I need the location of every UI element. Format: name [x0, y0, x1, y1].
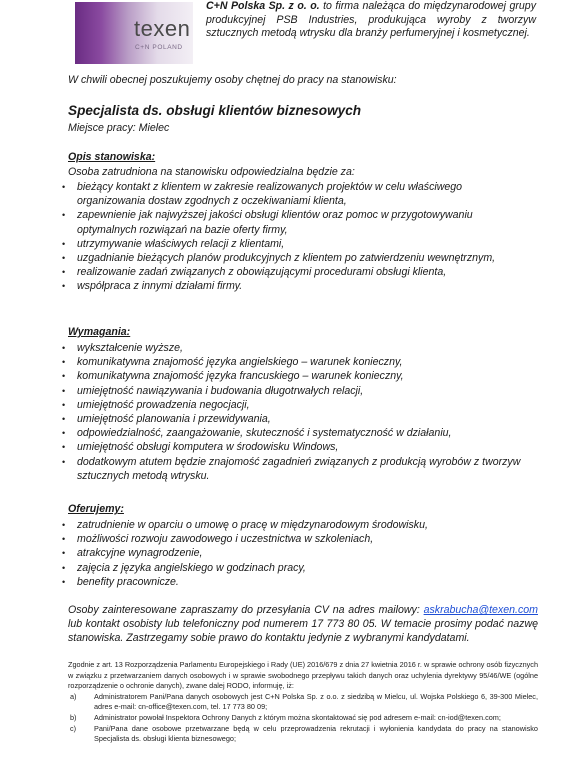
- list-item: • komunikatywna znajomość języka angielskiego – warunek konieczny,: [62, 356, 403, 369]
- closing-paragraph: [68, 603, 538, 646]
- company-name: C+N Polska Sp. z o. o.: [206, 0, 320, 12]
- list-item: • zajęcia z języka angielskiego w godzinach pracy,: [62, 561, 306, 574]
- list-item: • uzgadnianie bieżących planów produkcyjnych z klientem po zatwierdzeniu wewnętrznym,: [62, 252, 496, 265]
- list-item: • utrzymywanie właściwych relacji z klientami,: [62, 237, 285, 250]
- company-intro: [206, 0, 536, 41]
- bullet-icon: •: [62, 343, 66, 353]
- closing-text-start: Osoby zainteresowane zapraszamy do przesyłania CV na adres mailowy:: [68, 604, 424, 616]
- list-item: • komunikatywna znajomość języka francuskiego – warunek konieczny,: [62, 370, 404, 383]
- list-item: • realizowanie zadań związanych z obowiązującymi procedurami obsługi klienta,: [62, 266, 447, 279]
- bullet-icon: •: [62, 238, 66, 249]
- bullet-icon: •: [62, 399, 66, 410]
- bullet-icon: •: [62, 442, 66, 453]
- bullet-icon: •: [62, 534, 66, 545]
- gdpr-item: a) Administratorem Pani/Pana danych osobowych jest C+N Polska Sp. z o.o. z siedzibą w Mielcu, ul. Wojska Polskiego 6, 39-300 Mielec, adres e-mail: cn-office@texen.com, tel. 17 773 80 09;: [70, 691, 538, 712]
- bullet-icon: •: [62, 281, 66, 292]
- lead-sentence: W chwili obecnej poszukujemy osoby chętnej do pracy na stanowisku:: [68, 74, 397, 86]
- list-item: • umiejętność nawiązywania i budowania długotrwałych relacji,: [62, 384, 364, 397]
- gdpr-intro: Zgodnie z art. 13 Rozporządzenia Parlamentu Europejskiego i Rady (UE) 2016/679 z dnia 27 kwietnia 2016 r. w sprawie ochrony osób fizycznych w związku z przetwarzaniem danych osobowych i w sprawie swobodnego przepływu takich danych oraz uchylenia dyrektywy 95/46/WE (ogólne rozporządzenie o ochronie danych), zwane dalej RODO, informuję, iż:: [68, 660, 538, 691]
- list-item: • benefity pracownicze.: [62, 575, 179, 588]
- list-item: • zapewnienie jak najwyższej jakości obsługi klientów oraz pomoc w przygotowywaniu optymalnych rozwiązań na bazie oferty firmy,: [62, 209, 473, 236]
- list-item: • zatrudnienie w oparciu o umowę o pracę w międzynarodowym środowisku,: [62, 519, 428, 531]
- bullet-icon: •: [62, 548, 66, 559]
- list-item: • współpraca z innymi działami firmy.: [62, 280, 243, 293]
- list-item: • wykształcenie wyższe,: [62, 342, 183, 354]
- closing-text-end: lub kontakt osobisty lub telefoniczny pod numerem 17 773 80 05. W temacie prosimy podać nazwę stanowiska. Zastrzegamy sobie prawo do kontaktu jedynie z wybranymi kandydatami.: [68, 618, 538, 645]
- offer-heading: Oferujemy:: [68, 503, 124, 515]
- job-title: Specjalista ds. obsługi klientów biznesowych: [68, 103, 362, 118]
- bullet-icon: •: [62, 357, 66, 368]
- bullet-icon: •: [62, 520, 66, 530]
- list-item: • odpowiedzialność, zaangażowanie, skuteczność i systematyczność w działaniu,: [62, 427, 452, 440]
- bullet-icon: •: [62, 182, 66, 192]
- list-item: • umiejętność prowadzenia negocjacji,: [62, 398, 250, 411]
- company-intro-text: to firma należąca do międzynarodowej grupy produkcyjnej PSB Industries, produkująca wyroby z tworzyw sztucznych metodą wtrysku dla branży perfumeryjnej i kosmetycznej.: [206, 0, 536, 40]
- description-list: [62, 180, 532, 294]
- bullet-icon: •: [62, 267, 66, 278]
- bullet-icon: •: [62, 253, 66, 264]
- gdpr-item: c) Pani/Pana dane osobowe przetwarzane będą w celu przeprowadzenia rekrutacji i wyłonienia kandydata do pracy na stanowisko Specjalista ds. obsługi klienta biznesowego;: [70, 723, 538, 744]
- gdpr-item: b) Administrator powołał Inspektora Ochrony Danych z którym można skontaktować się pod adresem e-mail: cn-iod@texen.com;: [70, 712, 501, 722]
- requirements-heading: Wymagania:: [68, 326, 131, 338]
- bullet-icon: •: [62, 576, 66, 587]
- requirements-list: [62, 341, 532, 483]
- bullet-icon: •: [62, 371, 66, 382]
- bullet-icon: •: [62, 414, 66, 425]
- bullet-icon: •: [62, 385, 66, 396]
- list-item: • bieżący kontakt z klientem w zakresie realizowanych projektów w celu właściwego organizowania dostaw zgodnych z oczekiwaniami klienta,: [62, 181, 463, 208]
- description-heading: Opis stanowiska:: [68, 151, 156, 163]
- bullet-icon: •: [62, 562, 66, 573]
- description-intro: Osoba zatrudniona na stanowisku odpowiedzialna będzie za:: [68, 166, 355, 178]
- bullet-icon: •: [62, 210, 66, 221]
- gdpr-list: [68, 692, 538, 745]
- list-item: • atrakcyjne wynagrodzenie,: [62, 547, 203, 560]
- list-item: • umiejętność obsługi komputera w środowisku Windows,: [62, 441, 339, 454]
- contact-email-link[interactable]: askrabucha@texen.com: [423, 604, 538, 616]
- bullet-icon: •: [62, 456, 66, 467]
- bullet-icon: •: [62, 428, 66, 439]
- job-location: Miejsce pracy: Mielec: [68, 122, 170, 134]
- gdpr-clause: [68, 660, 538, 745]
- logo-wordmark: texen: [134, 16, 191, 41]
- list-item: • umiejętność planowania i przewidywania,: [62, 413, 271, 426]
- list-item: • dodatkowym atutem będzie znajomość zagadnień związanych z produkcją wyrobów z tworzyw sztucznych metodą wtrysku.: [62, 455, 521, 482]
- list-item: • możliwości rozwoju zawodowego i uczestnictwa w szkoleniach,: [62, 533, 374, 546]
- logo-subtitle: C+N POLAND: [135, 44, 183, 51]
- texen-logo: [75, 2, 193, 64]
- offer-list: [62, 518, 532, 589]
